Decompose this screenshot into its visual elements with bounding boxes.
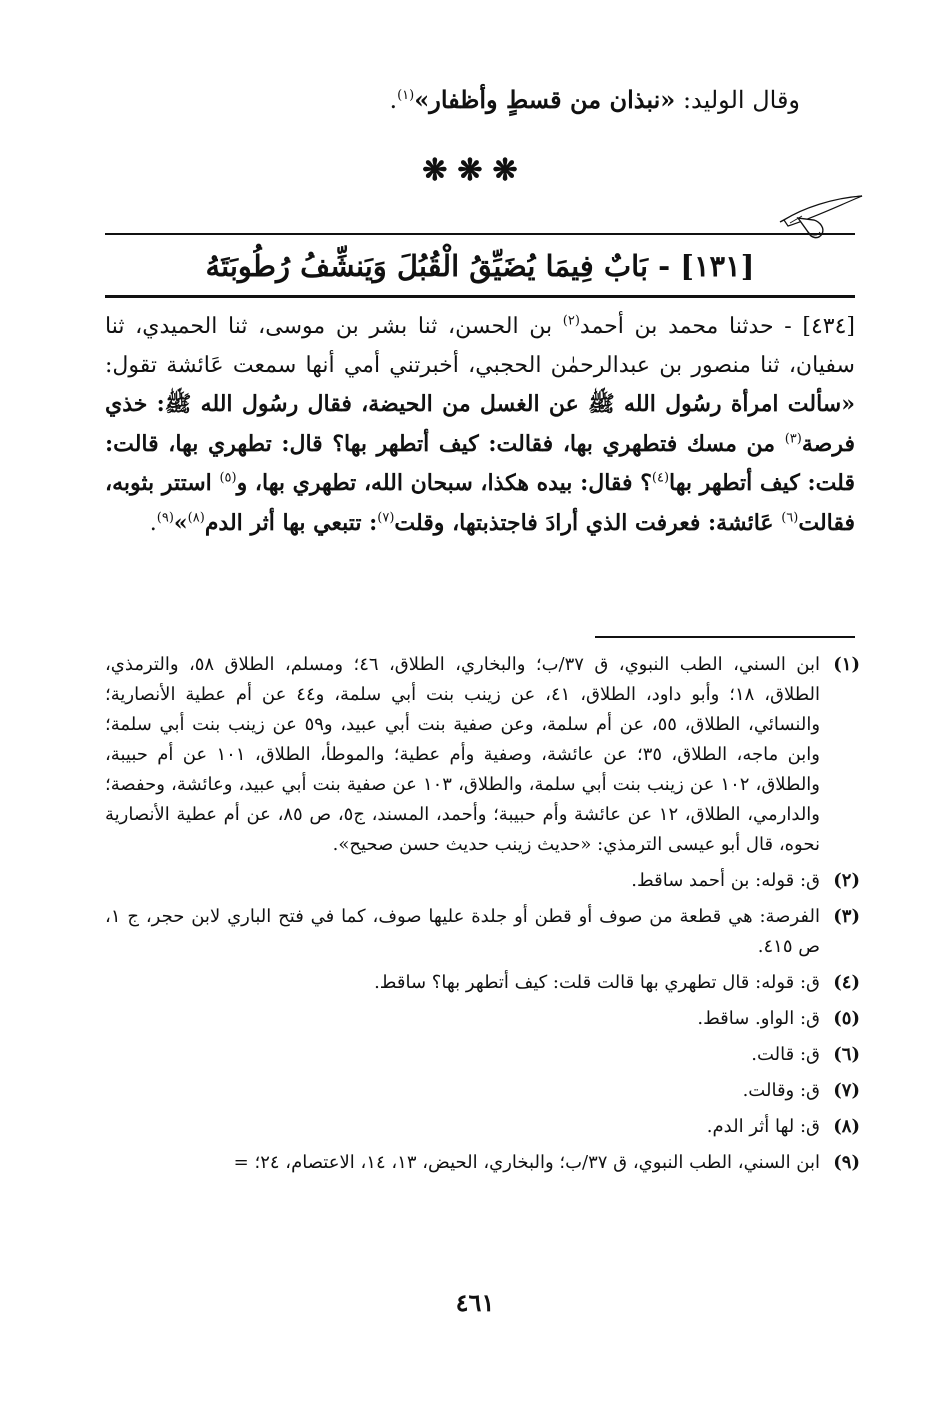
- footnote-number: (٤): [833, 972, 860, 993]
- page-number: ٤٦١: [455, 1288, 495, 1317]
- footnote-ref: (٦): [781, 510, 799, 526]
- chapter-rule-bottom: [105, 295, 855, 298]
- footnote-number: (٧): [833, 1080, 860, 1101]
- matn-part-b: من مسك فتطهري بها، فقالت: كيف أتطهر بها؟ قال: تطهري بها، قالت: قلت: كيف أتطهر بها: [105, 430, 855, 496]
- footnote-text: ق: وقالت.: [742, 1080, 820, 1101]
- footnote-text: ق: لها أثر الدم.: [706, 1116, 820, 1137]
- footnote-text: ق: قوله: بن أحمد ساقط.: [631, 870, 820, 891]
- footnote-item: [105, 1076, 860, 1106]
- matn-part-a: «سألت امرأة رسُول الله ﷺ عن الغسل من الحيضة، فقال رسُول الله ﷺ: خذي فرصة: [105, 391, 855, 457]
- footnote-number: (٢): [833, 870, 860, 891]
- footnote-number: (١): [833, 654, 860, 675]
- footnote-ref: (٨): [187, 510, 205, 526]
- footnote-ref: (٩): [156, 510, 174, 526]
- hadith-text: [105, 308, 855, 543]
- matn-part-g: »: [173, 509, 188, 536]
- matn-part-e: عَائشة: فعرفت الذي أرادَ فاجتذبتها، وقلت: [394, 509, 782, 536]
- quill-ornament-icon: [778, 192, 864, 244]
- hadith-paragraph: [105, 308, 855, 543]
- chapter-title: [١٣١] - بَابٌ فِيمَا يُضَيِّقُ الْقُبُلَ وَيَنشِّفُ رُطُوبَتَهُ: [205, 249, 755, 283]
- footnote-item: [105, 1040, 860, 1070]
- section-separator: ❋❋❋: [422, 153, 528, 188]
- footnote-text: ق: قوله: قال تطهري بها قالت قلت: كيف أتطهر بها؟ ساقط.: [374, 972, 820, 993]
- footnote-item: [105, 1004, 860, 1034]
- closing-line-end: .: [389, 86, 398, 114]
- footnote-ref: (٣): [784, 431, 802, 447]
- hadith-end: .: [149, 510, 157, 536]
- footnote-text: ق: قالت.: [751, 1044, 820, 1065]
- footnote-number: (٣): [833, 906, 860, 927]
- footnotes: [105, 650, 860, 1184]
- matn-part-c: ؟ فقال: بيده هكذا، سبحان الله، تطهري بها، و: [236, 470, 652, 496]
- footnote-item: [105, 968, 860, 998]
- footnote-text: ابن السني، الطب النبوي، ق ٣٧/ب؛ والبخاري، الحيض، ١٣، ١٤، الاعتصام، ٢٤؛ =: [233, 1152, 820, 1173]
- footnote-item: [105, 1112, 860, 1142]
- footnote-ref: (٢): [562, 313, 580, 329]
- matn-part-f: : تتبعي بها أثر الدم: [204, 509, 378, 536]
- chapter-rule-top: [105, 233, 855, 235]
- footnote-item: [105, 650, 860, 860]
- isnad-start: [٤٣٤] - حدثنا محمد بن أحمد: [579, 314, 856, 339]
- footnote-number: (٩): [833, 1152, 860, 1173]
- footnote-text: ق: الواو. ساقط.: [697, 1008, 820, 1029]
- closing-line-quote: «نبذان من قسطٍ وأظفار»: [414, 85, 676, 114]
- footnote-ref: (١): [397, 88, 415, 103]
- footnote-separator: [595, 636, 855, 638]
- footnote-item: [105, 866, 860, 896]
- footnote-item: [105, 902, 860, 962]
- footnote-number: (٥): [833, 1008, 860, 1029]
- closing-line: [120, 85, 800, 114]
- footnote-number: (٦): [833, 1044, 860, 1065]
- footnote-number: (٨): [833, 1116, 860, 1137]
- footnote-item: [105, 1148, 860, 1178]
- footnote-ref: (٧): [377, 510, 395, 526]
- closing-line-prefix: وقال الوليد:: [675, 86, 800, 114]
- footnote-ref: (٤): [651, 470, 670, 486]
- matn-part-d: استتر بثوبه، فقالت: [105, 470, 855, 536]
- footnote-text: الفرصة: هي قطعة من صوف أو قطن أو جلدة عليها صوف، كما في فتح الباري لابن حجر، ج ١، ص ٤١٥.: [105, 906, 820, 957]
- isnad-rest: بن الحسن، ثنا بشر بن موسى، ثنا الحميدي، ثنا سفيان، ثنا منصور بن عبدالرحمٰن الحجبي، أخبرتني أمي أنها سمعت عَائشة تقول:: [105, 314, 855, 378]
- footnote-ref: (٥): [219, 470, 237, 486]
- footnote-text: ابن السني، الطب النبوي، ق ٣٧/ب؛ والبخاري، الطلاق، ٤٦؛ ومسلم، الطلاق ٥٨، والترمذي، الطلاق، ١٨؛ وأبو داود، الطلاق، ٤١، عن زينب بنت أبي سلمة، و٤٤ عن أم عطية الأنصارية؛ والنسائي، الطلاق، ٥٥، عن أم سلمة، وعن صفية بنت أبي عبيد، و٥٩ عن زينب بنت أبي سلمة؛ وابن ماجه، الطلاق، ٣٥؛ عن عائشة، وصفية وأم عطية؛ والموطأ، الطلاق، ١٠١ عن أم حبيبة، والطلاق، ١٠٢ عن زينب بنت أبي سلمة، والطلاق، ١٠٣ عن صفية بنت أبي عبيد، وعائشة، وحفصة؛ والدارمي، الطلاق، ١٢ عن عائشة وأم حبيبة؛ وأحمد، المسند، ج٥، ص ٨٥، عن أم عطية الأنصارية نحوه، قال أبو عيسى الترمذي: «حديث زينب حديث حسن صحيح».: [105, 654, 821, 855]
